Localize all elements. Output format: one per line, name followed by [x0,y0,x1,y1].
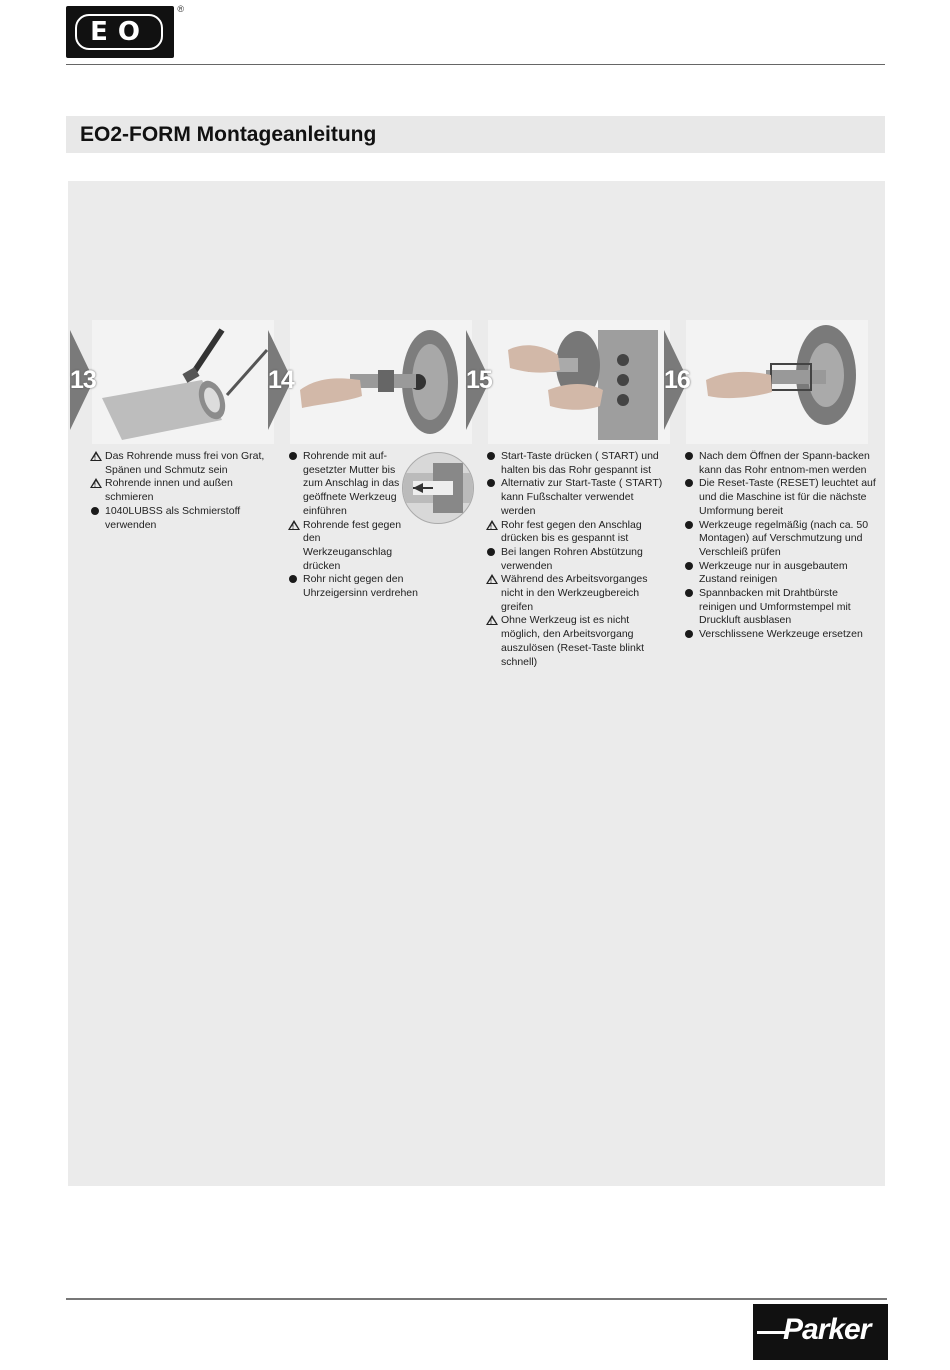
instruction-item [684,587,876,628]
instruction-text: Werkzeuge nur in ausgebautem Zustand reinigen [699,559,848,586]
instruction-item [90,450,282,477]
warning-icon [288,520,300,530]
bullet-icon [289,575,297,583]
eo-logo-text: EO [90,17,150,47]
instruction-item [684,450,876,477]
step-15 [466,320,663,700]
instruction-text: Rohrende fest gegen den Werkzeuganschlag drücken [303,518,402,572]
instruction-item [684,560,876,587]
instruction-item [486,573,666,614]
instruction-text: Rohr nicht gegen den Uhrzeigersinn verdrehen [303,573,418,600]
page-title: EO2-FORM Montageanleitung [80,123,377,146]
step-number: 14 [268,366,294,394]
instruction-text: Start-Taste drücken ( START) und halten bis das Rohr gespannt ist [501,450,659,476]
warning-icon [486,615,498,625]
step-instructions [684,450,876,642]
instruction-item [288,450,406,519]
instruction-text: Das Rohrende muss frei von Grat, Spänen und Schmutz sein [105,450,265,476]
tube-insert-tool-icon [290,320,472,444]
instruction-text: Spannbacken mit Drahtbürste reinigen und Umformstempel mit Druckluft ausblasen [699,587,851,627]
instruction-text: Ohne Werkzeug ist es nicht möglich, den Arbeitsvorgang auszulösen (Reset-Taste blinkt schnell) [501,614,644,668]
bullet-icon [685,562,693,570]
step-13 [70,320,267,700]
instruction-text: Bei langen Rohren Abstützung verwenden [501,545,643,572]
instruction-item [486,614,666,669]
instruction-text: Rohr fest gegen den Anschlag drücken bis es gespannt ist [501,518,642,545]
warning-icon [486,574,498,584]
bullet-icon [487,479,495,487]
instruction-text: Nach dem Öffnen der Spann-backen kann das Rohr entnom-men werden [699,450,870,476]
instruction-text: Die Reset-Taste (RESET) leuchtet auf und die Maschine ist für die nächste Umformung bereit [699,477,876,517]
warning-icon [90,478,102,488]
bullet-icon [685,479,693,487]
instruction-item [288,573,453,600]
step-16 [664,320,876,700]
bullet-icon [487,452,495,460]
bullet-icon [289,452,297,460]
step-number: 16 [664,366,690,394]
registered-mark: ® [177,4,184,14]
step-instructions [288,450,418,601]
parker-logo [753,1304,888,1360]
instruction-item [90,477,282,504]
step-instructions [486,450,666,669]
instruction-item [684,477,876,518]
footer-divider [66,1298,887,1300]
instruction-item [684,628,876,642]
pipe-end-brush-icon [92,320,274,444]
tool-stop-detail-icon [402,452,474,524]
instruction-text: Rohrende innen und außen schmieren [105,477,233,504]
bullet-icon [91,507,99,515]
instruction-item [486,477,666,518]
warning-icon [90,451,102,461]
instruction-text: Verschlissene Werkzeuge ersetzen [699,628,863,641]
bullet-icon [685,630,693,638]
instruction-item [486,450,666,477]
bullet-icon [487,548,495,556]
step-number: 15 [466,366,492,394]
instruction-text: Alternativ zur Start-Taste ( START) kann Fußschalter verwendet werden [501,477,663,517]
bullet-icon [685,452,693,460]
eo-logo [66,4,184,58]
machine-start-button-icon [488,320,670,444]
warning-icon [486,520,498,530]
instruction-item [486,546,666,573]
instruction-text: Während des Arbeitsvorganges nicht in den Werkzeugbereich greifen [501,573,648,613]
bullet-icon [685,589,693,597]
step-instructions [90,450,282,532]
tube-removal-icon [686,320,868,444]
instruction-text: Werkzeuge regelmäßig (nach ca. 50 Montagen) auf Verschmutzung und Verschleiß prüfen [699,518,869,558]
instruction-item [684,519,876,560]
instruction-item [486,519,666,546]
title-bar [66,116,885,153]
step-number: 13 [70,366,96,394]
parker-logo-text: Parker [783,1313,871,1346]
instruction-item [288,519,406,574]
instruction-text: 1040LUBSS als Schmierstoff verwenden [105,504,241,531]
bullet-icon [685,521,693,529]
header-divider [66,64,885,65]
instruction-item [90,505,282,532]
instruction-text: Rohrende mit auf-gesetzter Mutter bis zum Anschlag in das geöffnete Werkzeug einführen [303,450,400,517]
